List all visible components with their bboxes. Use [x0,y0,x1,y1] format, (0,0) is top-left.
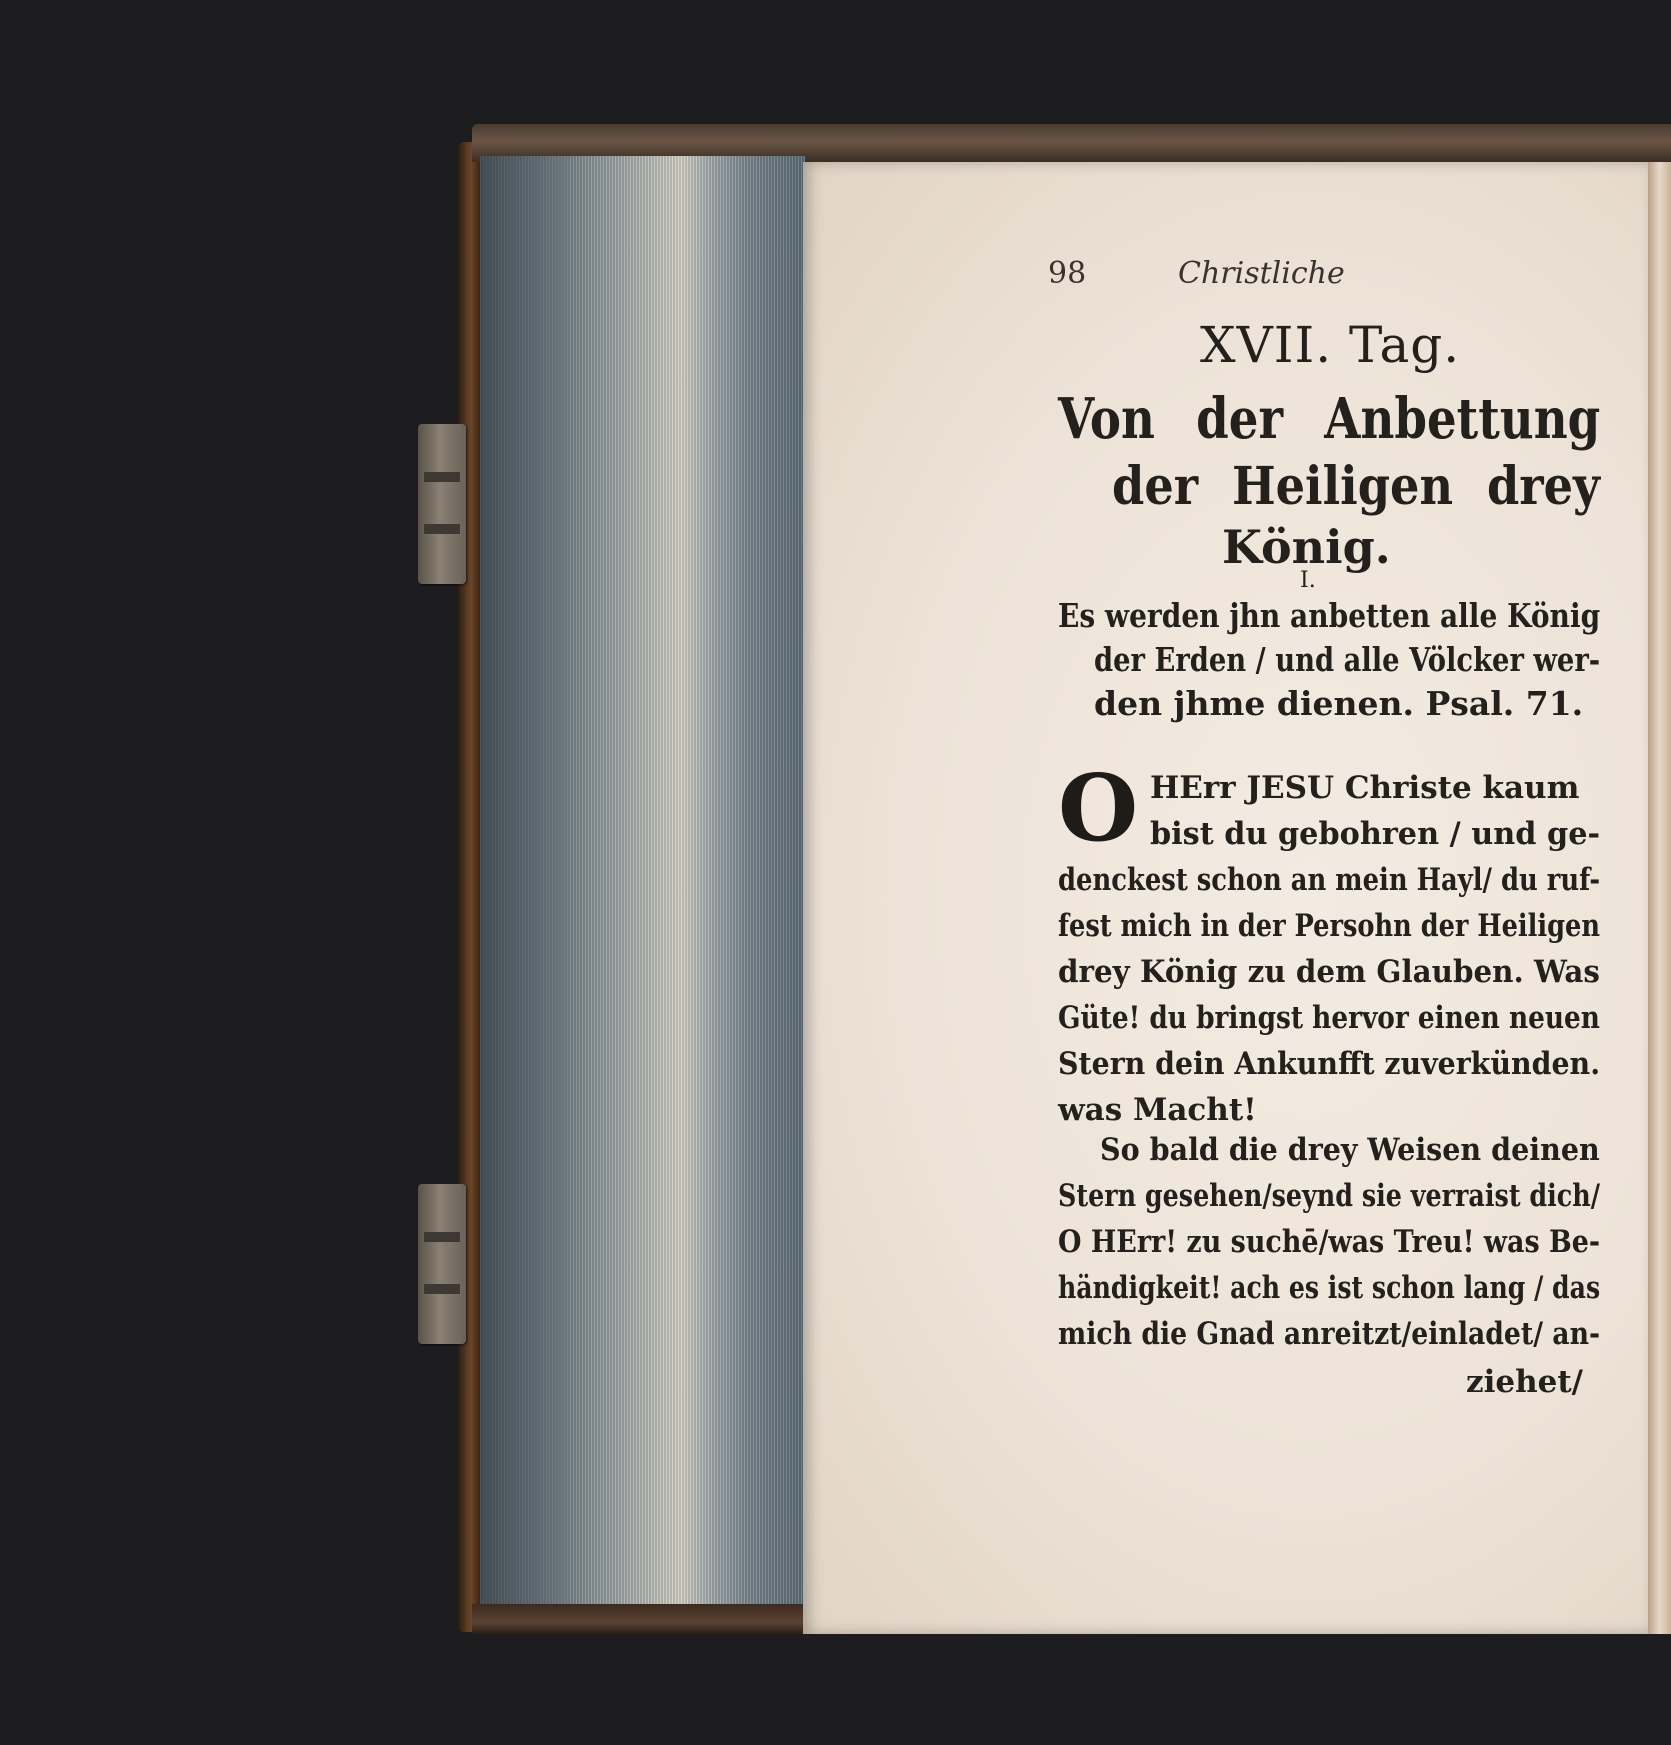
chapter-title-line-2: der Heiligen drey [1112,456,1600,517]
paragraph2-line: O HErr! zu suchē/was Treu! was Be- [1058,1224,1601,1260]
verse-line-1: Es werden jhn anbetten alle König [1058,596,1601,635]
book-page [803,162,1648,1634]
verse-line-3: den jhme dienen. Psal. 71. [1094,684,1584,723]
paragraph1-line: drey König zu dem Glauben. Was [1058,954,1600,990]
catchword: ziehet/ [1466,1364,1584,1400]
paragraph1-line: was Macht! [1058,1092,1257,1128]
chapter-day: XVII. Tag. [1200,316,1461,374]
chapter-title-line-1: Von der Anbettung [1058,386,1601,452]
paragraph2-line: So bald die drey Weisen deinen [1100,1132,1600,1168]
chapter-title-line-3: König. [1222,520,1391,574]
paragraph2-line: händigkeit! ach es ist schon lang / das [1058,1270,1601,1306]
clasp-lower [418,1184,466,1344]
section-number: I. [1300,568,1316,593]
page-number: 98 [1048,256,1087,291]
page-gutter [1648,162,1671,1634]
page-block-shadow [480,156,570,1634]
clasp-upper [418,424,466,584]
paragraph1-line: HErr JESU Christe kaum [1150,770,1580,806]
paragraph1-line: bist du gebohren / und ge- [1150,816,1601,852]
book-spine [458,142,480,1632]
drop-cap-initial: O [1058,754,1139,862]
paragraph1-line: fest mich in der Persohn der Heiligen [1058,908,1600,944]
paragraph1-line: Stern dein Ankunfft zuverkünden. [1058,1046,1601,1082]
paragraph2-line: mich die Gnad anreitzt/einladet/ an- [1058,1316,1601,1352]
paragraph1-line: denckest schon an mein Hayl/ du ruf- [1058,862,1601,898]
paragraph1-line: Güte! du bringst hervor einen neuen [1058,1000,1600,1036]
paragraph2-line: Stern gesehen/seynd sie verraist dich/ [1058,1178,1600,1214]
verse-line-2: der Erden / und alle Völcker wer- [1094,640,1601,679]
page-header [1040,250,1600,290]
running-title: Christliche [1178,256,1345,291]
